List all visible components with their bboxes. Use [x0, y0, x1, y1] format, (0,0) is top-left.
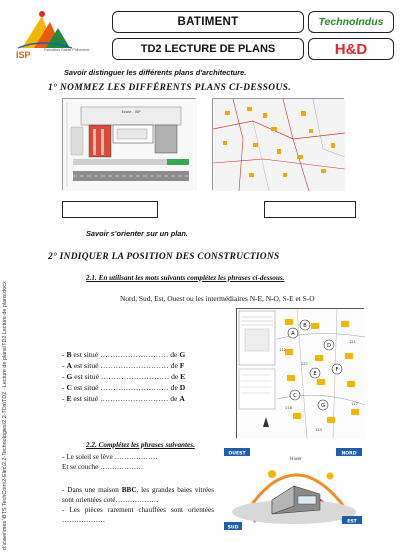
plan3-num-118: 118: [285, 406, 292, 410]
logo-text: ISP: [16, 50, 31, 60]
bbc-line: - Dans une maison BBC, les grandes baies vitrées sont orientées coté………………: [62, 486, 214, 504]
page-subtitle: TD2 LECTURE DE PLANS: [112, 38, 304, 60]
plan3-label-e: E: [313, 371, 317, 377]
page-title: BATIMENT: [112, 11, 304, 33]
plan3-num-127: 127: [301, 362, 308, 366]
sun-rise-line: - Le soleil se lève ………………: [62, 453, 158, 461]
section-2-heading: 2° INDIQUER LA POSITION DES CONSTRUCTIONS: [48, 252, 280, 262]
objective-2: Savoir s'orienter sur un plan.: [86, 229, 188, 238]
east-label: EST: [347, 519, 357, 525]
site-plan-drawing: [63, 99, 197, 191]
sun-path-diagram: [224, 446, 362, 530]
subsection-2-1-heading: 2.1. En utilisant les mots suivants complétez les phrases ci-dessous.: [86, 274, 285, 282]
objective-1: Savoir distinguer les différents plans d'architecture.: [64, 68, 247, 77]
sentence-row: - E est situé ……………………… de A: [62, 394, 185, 403]
plan3-num-117: 117: [351, 402, 358, 406]
plan1-label: Ecole - ISP: [121, 110, 141, 114]
winter-label: Hiver: [290, 457, 302, 462]
cold-rooms-line: - Les pièces rarement chauffées sont orientées ………………: [62, 506, 214, 524]
direction-words: Nord, Sud, Est, Ouest ou les intermédiaires N-E, N-O, S-E et S-O: [120, 294, 315, 303]
page-header: [12, 8, 394, 64]
plan3-label-a: A: [291, 331, 295, 337]
sentence-row: - G est situé ……………………… de E: [62, 372, 186, 381]
cadastral-plan-drawing: [213, 99, 345, 191]
answer-box-plan-1[interactable]: [62, 201, 158, 218]
plan-masse-image: [62, 98, 196, 190]
orientation-plan-image: [236, 308, 364, 438]
sun-icon: [327, 473, 334, 480]
logo-subtext: Formation Sainte Philomène: [44, 48, 90, 52]
south-label: SUD: [227, 525, 239, 530]
plan3-label-b: B: [303, 323, 307, 329]
subsection-2-2-heading: 2.2. Complétez les phrases suivantes.: [86, 441, 195, 449]
plan3-num-121: 121: [349, 340, 356, 344]
sun-path-drawing: [224, 446, 362, 530]
plan3-num-123: 123: [315, 428, 322, 432]
sentence-row: - B est situé ……………………… de G: [62, 350, 186, 359]
sun-set-line: Et se couche ………………: [62, 463, 144, 471]
plan3-label-f: F: [335, 367, 339, 373]
plan3-label-g: G: [321, 403, 325, 409]
hd-logo: H&D: [308, 38, 394, 60]
brand-logo: TechnoIndus: [308, 11, 394, 33]
lot-plan-drawing: [237, 309, 365, 439]
plan3-num-132: 132: [279, 348, 286, 352]
plan3-label-c: C: [293, 393, 297, 399]
west-label: OUEST: [228, 451, 246, 457]
sun-sentences: [62, 452, 214, 525]
plan-cadastral-image: [212, 98, 344, 190]
sentence-row: - A est situé ……………………… de F: [62, 361, 185, 370]
plan3-label-d: D: [327, 343, 331, 349]
north-label: NORD: [341, 451, 357, 457]
sun-icon: [268, 470, 276, 478]
section-1-heading: 1° NOMMEZ LES DIFFÉRENTS PLANS CI-DESSOUS.: [48, 83, 291, 93]
position-sentences: [62, 349, 185, 404]
school-logo: [12, 8, 110, 64]
file-path-margin: d:\cave\mes \BTS TechCom\2-Elec\2.2-Technologies\2.2-TDs\TD2 - Lecture de plans\TD2 Lecture de plans.docx: [2, 281, 8, 550]
answer-box-plan-2[interactable]: [264, 201, 356, 218]
sentence-row: - C est situé ……………………… de D: [62, 383, 186, 392]
